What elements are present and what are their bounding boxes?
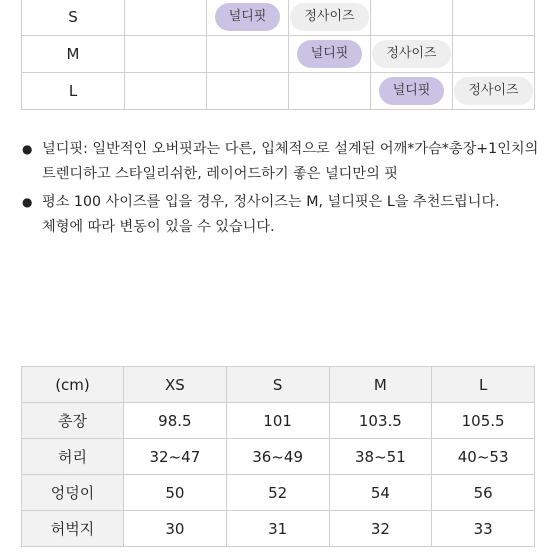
measure-value: 54 <box>329 475 432 511</box>
measure-header-xs: XS <box>124 367 227 403</box>
measure-row-label: 허리 <box>22 439 124 475</box>
fit-cell <box>453 0 535 36</box>
fit-cell <box>207 73 289 110</box>
regular-size-badge: 정사이즈 <box>454 77 532 105</box>
measure-value: 52 <box>226 475 329 511</box>
fit-note-text: 평소 100 사이즈를 입을 경우, 정사이즈는 M, 널디핏은 L을 추천드립니다. 체형에 따라 변동이 있을 수 있습니다. <box>42 194 500 235</box>
fit-cell <box>207 36 289 73</box>
fit-cell <box>125 36 207 73</box>
measure-value: 38~51 <box>329 439 432 475</box>
fit-notes-list <box>20 137 540 243</box>
bullet-icon: ● <box>22 142 33 156</box>
fit-cell <box>125 0 207 36</box>
fit-note-item <box>20 190 540 240</box>
fit-cell <box>371 36 453 73</box>
measure-value: 40~53 <box>432 439 535 475</box>
fit-note-item <box>20 137 540 187</box>
fit-cell <box>371 0 453 36</box>
measure-value: 50 <box>124 475 227 511</box>
measure-row <box>22 511 535 547</box>
fit-cell <box>289 36 371 73</box>
measure-header-row <box>22 367 535 403</box>
fit-cell <box>125 73 207 110</box>
fit-row <box>22 0 535 36</box>
measure-row-label: 허벅지 <box>22 511 124 547</box>
fit-cell <box>453 36 535 73</box>
measure-value: 56 <box>432 475 535 511</box>
measure-value: 30 <box>124 511 227 547</box>
measure-value: 32 <box>329 511 432 547</box>
measure-row-label: 엉덩이 <box>22 475 124 511</box>
measure-value: 101 <box>226 403 329 439</box>
fit-row-size: L <box>22 73 125 110</box>
measure-header-s: S <box>226 367 329 403</box>
regular-size-badge: 정사이즈 <box>372 40 450 68</box>
measure-row <box>22 475 535 511</box>
fit-cell <box>453 73 535 110</box>
fit-cell <box>289 0 371 36</box>
measure-value: 105.5 <box>432 403 535 439</box>
fit-row-size: S <box>22 0 125 36</box>
measure-value: 98.5 <box>124 403 227 439</box>
measure-header-unit: (cm) <box>22 367 124 403</box>
fit-cell <box>207 0 289 36</box>
fit-cell <box>289 73 371 110</box>
fit-row <box>22 36 535 73</box>
measure-row-label: 총장 <box>22 403 124 439</box>
nerdy-fit-badge: 널디핏 <box>297 40 363 68</box>
regular-size-badge: 정사이즈 <box>290 3 368 31</box>
fit-cell <box>371 73 453 110</box>
nerdy-fit-badge: 널디핏 <box>215 3 281 31</box>
measure-header-l: L <box>432 367 535 403</box>
measure-value: 32~47 <box>124 439 227 475</box>
fit-note-text: 널디핏: 일반적인 오버핏과는 다른, 입체적으로 설계된 어깨*가슴*총장+1인치의 트렌디하고 스타일리쉬한, 레이어드하기 좋은 널디만의 핏 <box>42 141 539 182</box>
measure-value: 103.5 <box>329 403 432 439</box>
nerdy-fit-badge: 널디핏 <box>379 77 445 105</box>
measure-header-m: M <box>329 367 432 403</box>
measure-value: 31 <box>226 511 329 547</box>
measure-row <box>22 403 535 439</box>
fit-guide-table <box>21 0 535 110</box>
bullet-icon: ● <box>22 195 33 209</box>
size-measurement-table <box>21 366 535 547</box>
measure-value: 36~49 <box>226 439 329 475</box>
measure-value: 33 <box>432 511 535 547</box>
fit-row <box>22 73 535 110</box>
measure-row <box>22 439 535 475</box>
fit-row-size: M <box>22 36 125 73</box>
